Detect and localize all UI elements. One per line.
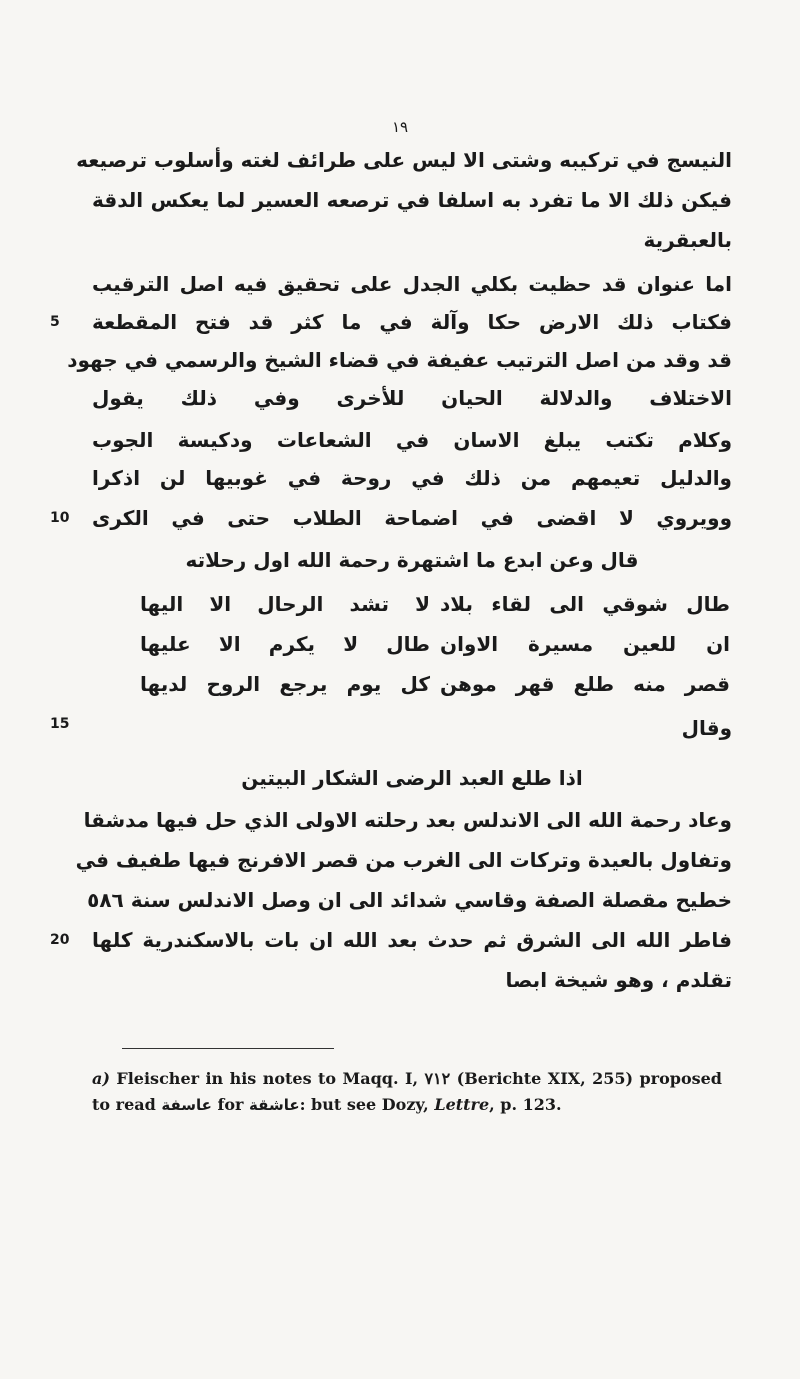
text-line: اذا طلع العبد الرضى الشكار البيتين bbox=[241, 766, 583, 790]
footnote-arabic-2: عاشقة bbox=[249, 1096, 300, 1114]
text-line: قال وعن ابدع ما اشتهرة رحمة الله اول رحلاته bbox=[185, 548, 639, 572]
text-line: وقال bbox=[681, 716, 732, 740]
footnote-text-after: : but see Dozy, bbox=[299, 1095, 429, 1114]
line-number: 15 bbox=[50, 716, 70, 732]
text-line: اما عنوان قد حظيت بكلي الجدل على تحقيق فيه اصل الترقيب bbox=[92, 272, 732, 296]
verse-first-hemistich: قصر منه طلع قهر موهن bbox=[440, 672, 730, 696]
text-line: قد وقد من اصل الترتيب عفيفة في قضاء الشيخ والرسمي في جهود bbox=[67, 348, 732, 372]
text-line: والدليل تعيمهم من ذلك في روحة في غوبيها لن اذكرا bbox=[92, 466, 732, 490]
verse-second-hemistich: كل يوم يرجع الروح لديها bbox=[140, 672, 430, 696]
text-line: وويروي لا اقضى في اضماحة الطلاب حتى في الكرى bbox=[92, 506, 732, 530]
text-line: وكلام تكتب يبلغ الاسان في الشعاعات ودكيسة الجوب bbox=[92, 428, 732, 452]
text-line: النيسج في تركيبه وشتى الا ليس على طرائف لغته وأسلوب ترصيعه bbox=[76, 148, 732, 172]
text-line: فكتاب ذلك الارض حكا وآلة في ما كثر قد فتح المقطعة bbox=[92, 310, 732, 334]
text-line: وتفاول بالعيدة وتركات الى الغرب من قصر الافرنج فيها طفيف في bbox=[75, 848, 732, 872]
footnote-text-mid: for bbox=[217, 1095, 244, 1114]
line-number: 20 bbox=[50, 932, 70, 948]
footnote-rule bbox=[122, 1048, 334, 1049]
text-line: خطيح مقصلة الصفة وقاسي شدائد الى ان وصل الاندلس سنة ٥٨٦ bbox=[87, 888, 732, 912]
text-line: الاختلاف والدلالة الحيان للأخرى وفي ذلك يقول bbox=[92, 386, 732, 410]
text-line: فيكن ذلك الا ما تفرد به اسلفا في ترصعه العسير لما يعكس الدقة bbox=[92, 188, 732, 212]
footnote-arabic-1: عاسفة bbox=[161, 1096, 212, 1114]
line-number: 10 bbox=[50, 510, 70, 526]
line-number: 5 bbox=[50, 314, 60, 330]
page-number: ١٩ bbox=[391, 118, 409, 136]
text-line: فاطر الله الى الشرق ثم حدث بعد الله ان بات بالاسكندرية كلها bbox=[92, 928, 732, 952]
text-line: تقلدم ، وهو شيخة ابصا bbox=[505, 968, 732, 992]
verse-second-hemistich: لا تشد الرحال الا اليها bbox=[140, 592, 430, 616]
footnote-title: Lettre bbox=[434, 1095, 490, 1114]
text-line: وعاد رحمة الله الى الاندلس بعد رحلته الاولى الذي حل فيها مدشقا bbox=[83, 808, 732, 832]
footnote-marker: a) bbox=[92, 1069, 110, 1088]
footnote bbox=[92, 1066, 722, 1118]
verse-first-hemistich: طال شوقي الى لقاء بلاد bbox=[440, 592, 730, 616]
verse-first-hemistich: ان للعين مسيرة الاوان bbox=[440, 632, 730, 656]
footnote-text-before: Fleischer in his notes to Maqq. I, ٧١٢ (Berichte XIX, 255) proposed to read bbox=[92, 1069, 722, 1114]
text-line: بالعبقرية bbox=[643, 228, 732, 252]
verse-second-hemistich: طال لا يكرم الا عليها bbox=[140, 632, 430, 656]
footnote-text-end: , p. 123. bbox=[489, 1095, 562, 1114]
